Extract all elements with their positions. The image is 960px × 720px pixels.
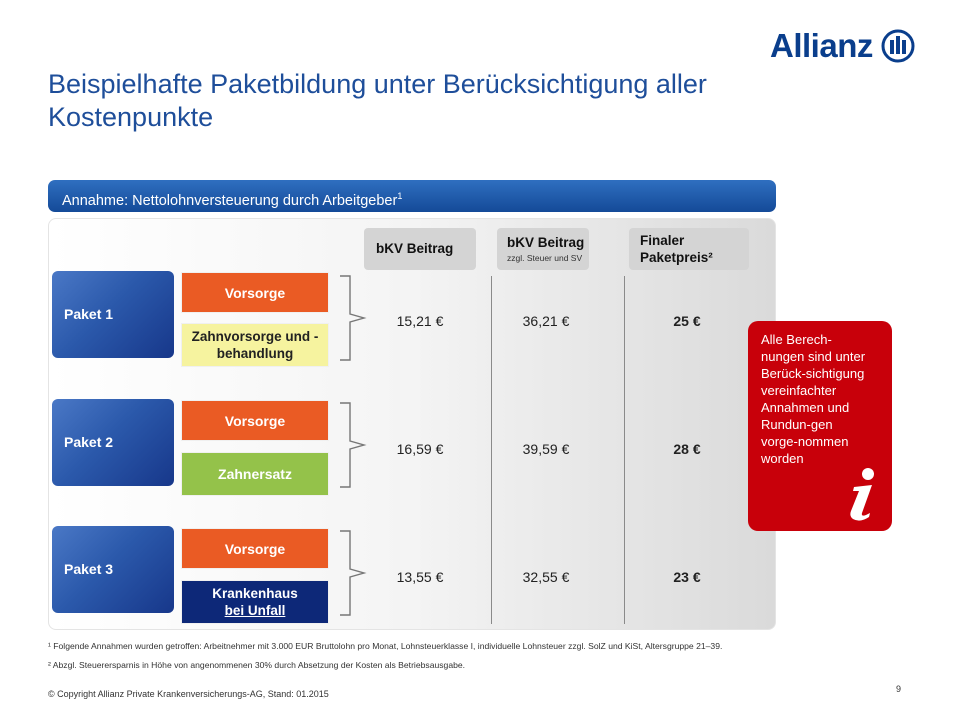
package-1-item-vorsorge: Vorsorge bbox=[181, 272, 329, 313]
column-header-bkv-tax bbox=[497, 228, 589, 270]
package-1-final-price: 25 € bbox=[673, 313, 701, 329]
package-3-item-krankenhaus bbox=[181, 580, 329, 624]
column-header-bkv: bKV Beitrag bbox=[364, 228, 476, 270]
package-3-item-krankenhaus-line1: Krankenhaus bbox=[212, 586, 298, 601]
page-title: Beispielhafte Paketbildung unter Berücksichtigung aller Kostenpunkte bbox=[48, 69, 707, 132]
package-2-item-zahnersatz: Zahnersatz bbox=[181, 452, 329, 496]
logo-wordmark: Allianz bbox=[770, 27, 873, 64]
column-header-final-price: Finaler Paketpreis² bbox=[629, 228, 749, 270]
info-box bbox=[748, 321, 892, 531]
footnote-1: ¹ Folgende Annahmen wurden getroffen: Arbeitnehmer mit 3.000 EUR Bruttolohn pro Monat, Lohnsteuerklasse I, individuelle Lohnsteuer zzgl. SolZ und KiSt, Altersgruppe 21–39. bbox=[48, 641, 723, 651]
info-text: Alle Berech-nungen sind unter Berück-sichtigung vereinfachter Annahmen und Rundun-gen vorge-nommen worden bbox=[761, 332, 866, 466]
package-3-item-vorsorge: Vorsorge bbox=[181, 528, 329, 569]
package-2-item-vorsorge: Vorsorge bbox=[181, 400, 329, 441]
package-3-item-krankenhaus-line2: bei Unfall bbox=[224, 603, 286, 618]
package-2-bkv: 16,59 € bbox=[396, 441, 444, 457]
copyright: © Copyright Allianz Private Krankenversicherungs-AG, Stand: 01.2015 bbox=[48, 689, 329, 699]
column-divider bbox=[624, 276, 625, 624]
package-2-bkv-tax: 39,59 € bbox=[522, 441, 570, 457]
assumption-bar bbox=[48, 180, 776, 212]
allianz-logo bbox=[770, 26, 915, 66]
page-number: 9 bbox=[896, 684, 902, 694]
package-3-box: Paket 3 bbox=[52, 526, 174, 613]
footnote-2: ² Abzgl. Steuerersparnis in Höhe von angenommenen 30% durch Absetzung der Kosten als Betriebsausgabe. bbox=[48, 660, 466, 670]
package-3-final-price: 23 € bbox=[673, 569, 701, 585]
assumption-text: Annahme: Nettolohnversteuerung durch Arbeitgeber bbox=[62, 192, 398, 209]
column-header-bkv-tax-title: bKV Beitrag bbox=[507, 235, 585, 250]
allianz-eagle-icon bbox=[881, 29, 915, 63]
footnote-mark: 1 bbox=[397, 191, 403, 201]
package-1-item-zahnvorsorge: Zahnvorsorge und -behandlung bbox=[181, 323, 329, 367]
column-header-bkv-tax-sub: zzgl. Steuer und SV bbox=[507, 253, 583, 263]
package-2-final-price: 28 € bbox=[673, 441, 701, 457]
package-1-bkv: 15,21 € bbox=[396, 313, 444, 329]
info-icon bbox=[844, 467, 880, 521]
package-3-bkv: 13,55 € bbox=[396, 569, 444, 585]
package-1-box: Paket 1 bbox=[52, 271, 174, 358]
package-1-bkv-tax: 36,21 € bbox=[522, 313, 570, 329]
package-3-bkv-tax: 32,55 € bbox=[522, 569, 570, 585]
package-2-box: Paket 2 bbox=[52, 399, 174, 486]
